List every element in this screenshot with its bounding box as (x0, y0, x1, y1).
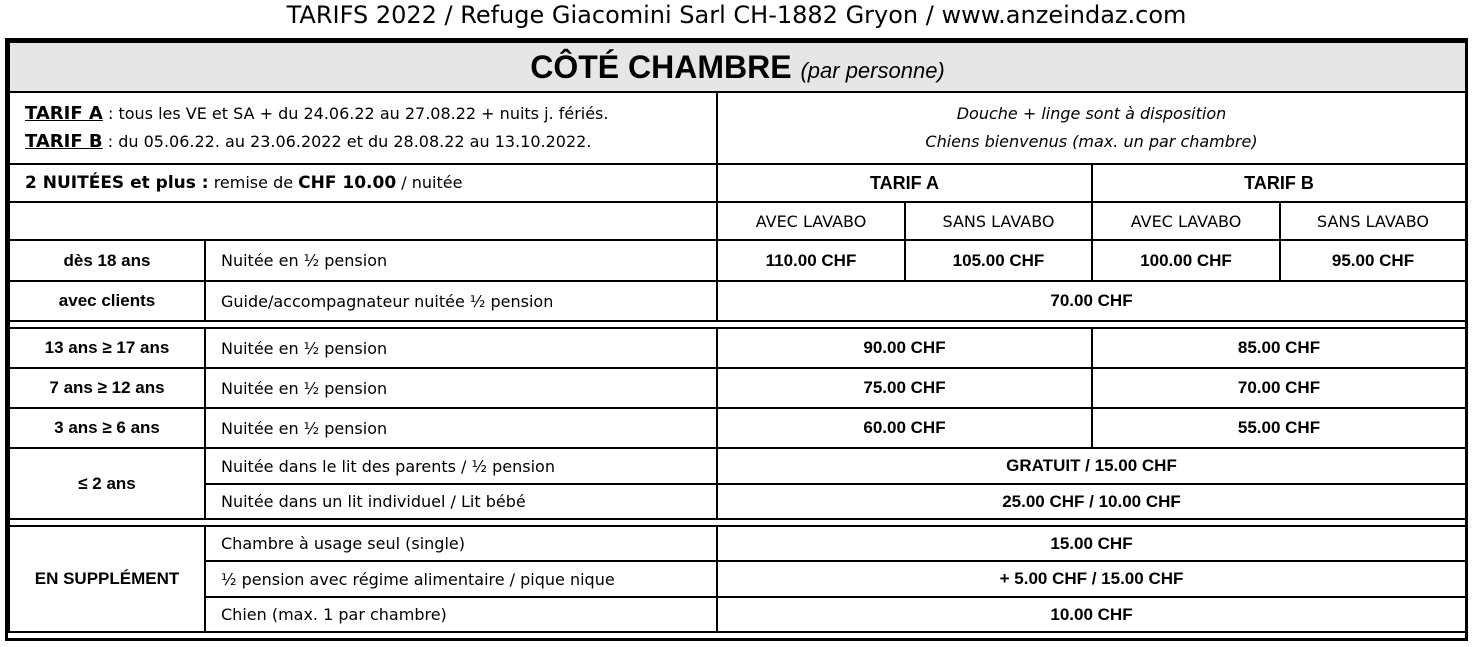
age-group: 7 ans ≥ 12 ans (9, 368, 205, 408)
empty-cell (9, 202, 717, 240)
row-label: Nuitée en ½ pension (205, 408, 717, 448)
tarif-a-label: TARIF A (25, 103, 103, 124)
age-group: EN SUPPLÉMENT (9, 526, 205, 632)
separator (9, 519, 1466, 526)
row-label: ½ pension avec régime alimentaire / pique nique (205, 561, 717, 597)
table-row (9, 448, 1466, 484)
section-header (9, 42, 1466, 92)
nuitees-discount (9, 164, 717, 202)
price-cell: 105.00 CHF (905, 240, 1092, 281)
table-row (9, 597, 1466, 632)
nuitees-amount: CHF 10.00 (298, 173, 397, 193)
price-cell: 85.00 CHF (1092, 328, 1466, 368)
age-group: dès 18 ans (9, 240, 205, 281)
row-label: Guide/accompagnateur nuitée ½ pension (205, 281, 717, 321)
separator-row (9, 519, 1466, 526)
price-cell: 70.00 CHF (717, 281, 1466, 321)
price-cell: 75.00 CHF (717, 368, 1092, 408)
row-label: Nuitée en ½ pension (205, 368, 717, 408)
notes-cell (717, 92, 1466, 164)
header-row (9, 42, 1466, 92)
tarif-a-header: TARIF A (717, 164, 1092, 202)
table-row (9, 240, 1466, 281)
page-title: TARIFS 2022 / Refuge Giacomini Sarl CH-1882 Gryon / www.anzeindaz.com (286, 1, 1187, 29)
column-header: SANS LAVABO (1280, 202, 1466, 240)
tarif-periods (9, 92, 717, 164)
price-cell: 10.00 CHF (717, 597, 1466, 632)
note-line: Chiens bienvenus (max. un par chambre) (925, 132, 1258, 151)
table-row (9, 281, 1466, 321)
price-cell: 110.00 CHF (717, 240, 905, 281)
row-label: Nuitée dans un lit individuel / Lit bébé (205, 484, 717, 519)
age-group: ≤ 2 ans (9, 448, 205, 519)
separator (9, 321, 1466, 328)
table-row (9, 526, 1466, 561)
subheader-row (9, 202, 1466, 240)
nuitees-text-after: / nuitée (396, 173, 463, 192)
price-cell: 70.00 CHF (1092, 368, 1466, 408)
price-table-frame (5, 38, 1468, 641)
row-label: Chambre à usage seul (single) (205, 526, 717, 561)
table-row (9, 561, 1466, 597)
section-subtitle: (par personne) (800, 57, 945, 83)
row-label: Nuitée en ½ pension (205, 240, 717, 281)
row-label: Chien (max. 1 par chambre) (205, 597, 717, 632)
table-row (9, 368, 1466, 408)
tarif-a-text: : tous les VE et SA + du 24.06.22 au 27.08.22 + nuits j. fériés. (102, 104, 609, 123)
price-cell: 100.00 CHF (1092, 240, 1280, 281)
nuitees-row (9, 164, 1466, 202)
column-header: AVEC LAVABO (717, 202, 905, 240)
tarif-b-period (25, 128, 710, 156)
column-header: SANS LAVABO (905, 202, 1092, 240)
nuitees-text-before: remise de (208, 173, 299, 192)
column-header: AVEC LAVABO (1092, 202, 1280, 240)
table-row (9, 484, 1466, 519)
nuitees-label: 2 NUITÉES et plus : (25, 173, 209, 193)
price-cell: + 5.00 CHF / 15.00 CHF (717, 561, 1466, 597)
note-line: Douche + linge sont à disposition (956, 104, 1227, 123)
calendar-row (9, 92, 1466, 164)
age-group: 13 ans ≥ 17 ans (9, 328, 205, 368)
price-cell: 60.00 CHF (717, 408, 1092, 448)
row-label: Nuitée dans le lit des parents / ½ pension (205, 448, 717, 484)
table-row (9, 408, 1466, 448)
age-group: avec clients (9, 281, 205, 321)
price-cell: 25.00 CHF / 10.00 CHF (717, 484, 1466, 519)
section-title: CÔTÉ CHAMBRE (530, 48, 792, 85)
separator-row (9, 321, 1466, 328)
price-cell: 90.00 CHF (717, 328, 1092, 368)
price-cell: GRATUIT / 15.00 CHF (717, 448, 1466, 484)
price-cell: 15.00 CHF (717, 526, 1466, 561)
table-row (9, 328, 1466, 368)
price-cell: 55.00 CHF (1092, 408, 1466, 448)
tarif-b-label: TARIF B (25, 131, 103, 152)
tarif-b-text: : du 05.06.22. au 23.06.2022 et du 28.08.22 au 13.10.2022. (102, 132, 592, 151)
row-label: Nuitée en ½ pension (205, 328, 717, 368)
age-group: 3 ans ≥ 6 ans (9, 408, 205, 448)
price-table (8, 41, 1467, 633)
price-cell: 95.00 CHF (1280, 240, 1466, 281)
tarif-a-period (25, 100, 710, 128)
tarif-b-header: TARIF B (1092, 164, 1466, 202)
